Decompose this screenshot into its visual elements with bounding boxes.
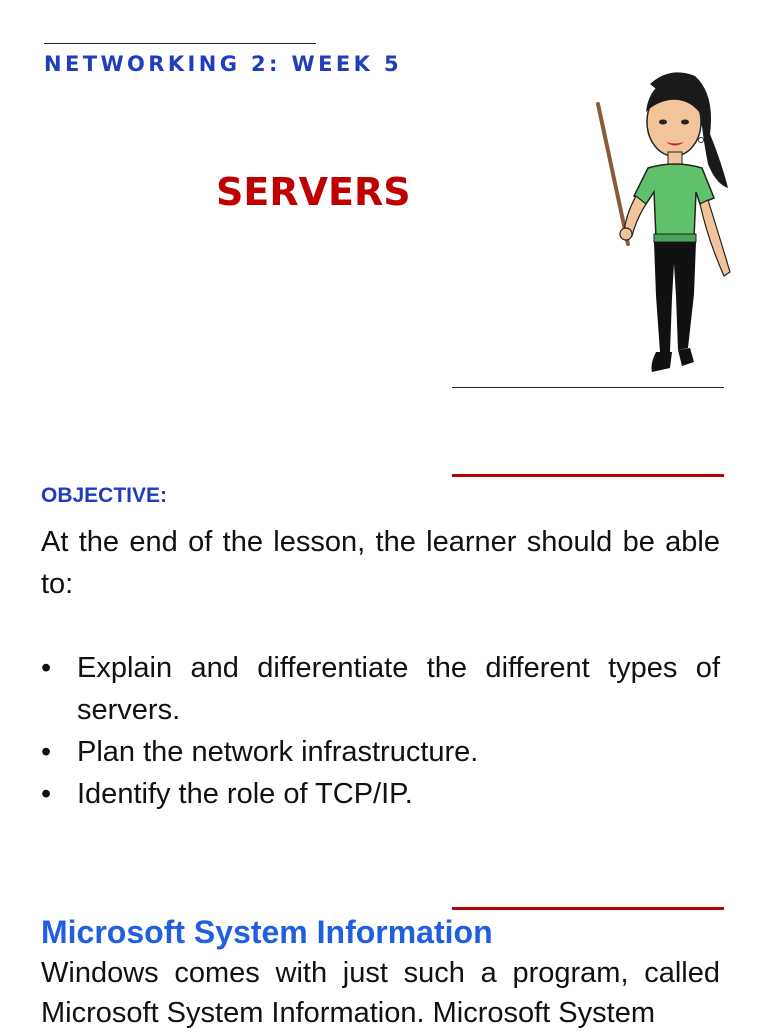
objective-list <box>41 647 720 815</box>
section-heading: Microsoft System Information <box>41 914 493 950</box>
list-item: • Explain and differentiate the different types of servers. <box>41 647 720 731</box>
list-item: • Plan the network infrastructure. <box>41 731 720 773</box>
figure-divider <box>452 387 724 388</box>
red-accent-divider <box>452 474 724 477</box>
course-label: NETWORKING 2: WEEK 5 <box>44 52 403 76</box>
section-body: Windows comes with just such a program, called Microsoft System Information. Microsoft System <box>41 957 720 1029</box>
red-accent-divider <box>452 907 724 910</box>
objective-heading: OBJECTIVE: <box>41 484 168 507</box>
page-title: SERVERS <box>216 170 411 214</box>
top-divider <box>44 43 316 44</box>
list-item: • Identify the role of TCP/IP. <box>41 773 720 815</box>
teacher-with-pointer-icon <box>590 64 740 384</box>
objective-intro: At the end of the lesson, the learner should be able to: <box>41 526 720 600</box>
